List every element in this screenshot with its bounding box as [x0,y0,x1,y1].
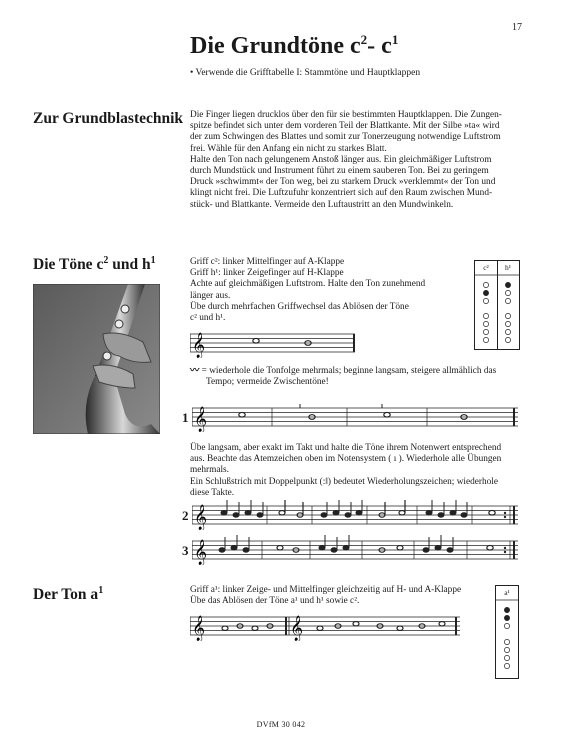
treble-clef-icon: 𝄞 [192,616,206,641]
text-line: c² und h¹. [190,313,226,324]
chart-column-c2 [475,261,498,349]
heading-text: Der Ton a [33,586,99,604]
paragraph-griff-c2-h1 [190,257,450,324]
text-line: durch Mundstück und Instrument führt zu einem sauberen Ton. Bei zu geringem [190,166,489,177]
text-line: Die Finger liegen drucklos über den für sie bestimmten Hauptklappen. Die Zungen- [190,110,502,120]
instruction-bullet: • Verwende die Grifftabelle I: Stammtöne und Hauptklappen [190,68,421,78]
text-line: Übe durch mehrfachen Griffwechsel das Ablösen der Töne [190,301,409,312]
text-line [190,366,520,377]
chart-header: h¹ [505,263,511,272]
title-sup-2: 1 [391,32,399,47]
saxophone-photo [33,284,160,434]
chart-column-h1 [497,261,519,349]
title-sup-1: 2 [360,32,368,47]
text-line: der zum Schwingen des Blattes und somit zur Tonerzeugung notwendige Luftstrom [190,132,501,143]
text-line: Druck »schwimmt« der Ton weg, bei zu starkem Druck »verklemmt« der Ton und [190,177,496,188]
treble-clef-icon: 𝄞 [194,407,208,432]
text-line: Griff h¹: linker Zeigefinger auf H-Klappe [190,268,344,279]
text-line: Griff a¹: linker Zeige- und Mittelfinger gleichzeitig auf H- und A-Klappe [190,585,462,595]
footer-catalog-number: DVfM 30 042 [256,720,306,729]
music-staff-a1 [190,611,460,641]
text-line: klingt nicht frei. Die Luftzufuhr konzentriert sich auf den Raum zwischen Mund- [190,188,493,199]
music-staff-exercise-3 [192,535,518,565]
title-main: Die Grundtöne c [190,33,361,59]
treble-clef-icon: 𝄞 [194,505,208,530]
heading-grundblastechnik: Zur Grundblastechnik [33,110,184,127]
chart-header: a¹ [504,588,510,597]
text-line: Griff c²: linker Mittelfinger auf A-Klappe [190,257,345,267]
music-staff-exercise-2 [192,500,518,530]
text-line: Ein Schlußstrich mit Doppelpunkt (:‖) bedeutet Wiederholungszeichen; wiederhole [190,476,499,487]
text-line: stück- und Blattkante. Vermeide den Luftaustritt an den Mundwinkeln. [190,199,454,210]
heading-text: Die Töne c [33,256,104,274]
treble-clef-icon: 𝄞 [290,616,304,641]
page-number: 17 [512,22,522,33]
treble-clef-icon: 𝄞 [194,540,208,565]
music-staff-exercise-1 [192,402,518,432]
heading-sup: 1 [98,585,104,596]
text-line: = wiederhole die Tonfolge mehrmals; beginne langsam, steigere allmählich das [201,366,497,376]
chart-header: c² [483,263,489,272]
exercise-number: 1 [182,410,189,425]
paragraph-grundblastechnik [190,110,520,211]
fingering-holes [483,282,488,342]
text-line: Achte auf gleichmäßigen Luftstrom. Halte den Ton zunehmend [190,279,426,290]
text-line: aus. Beachte das Atemzeichen oben im Notensystem ( ı ). Wiederhole alle Übungen [190,454,502,465]
treble-clef-icon: 𝄞 [192,333,206,358]
heading-sup: 2 [103,255,109,266]
page-title [190,32,398,60]
repeat-sign-icon: 〰 [190,366,202,376]
text-line: diese Takte. [190,487,235,498]
music-staff-c2-h1 [190,328,355,358]
heading-text: und h [108,256,151,274]
text-line: mehrmals. [190,465,229,476]
repeat-explanation [190,366,520,388]
paragraph-practice [190,443,520,499]
heading-toene-c2-h1 [33,255,156,274]
text-line: länger aus. [190,290,231,301]
heading-ton-a1 [33,585,103,604]
text-line: Übe langsam, aber exakt im Takt und halte die Töne ihrem Notenwert entsprechend [190,443,502,453]
exercise-number: 2 [182,508,189,523]
text-line: spitze befindet sich unter dem vorderen Teil der Blattkante. Mit der Silbe »ta« wird [190,121,500,132]
text-line: frei. Wähle für den Anfang ein nicht zu starkes Blatt. [190,143,387,154]
text-line: Tempo; vermeide Zwischentöne! [206,377,329,388]
text-line: Halte den Ton nach gelungenem Anstoß länger aus. Ein gleichmäßiger Luftstrom [190,154,492,165]
fingering-chart-a1 [495,585,519,679]
heading-sup: 1 [150,255,156,266]
paragraph-griff-a1 [190,585,490,607]
title-sep: - c [367,33,392,59]
exercise-number: 3 [182,543,189,558]
text-line: Übe das Ablösen der Töne a¹ und h¹ sowie c². [190,596,360,607]
fingering-chart-c2-h1 [474,260,520,350]
